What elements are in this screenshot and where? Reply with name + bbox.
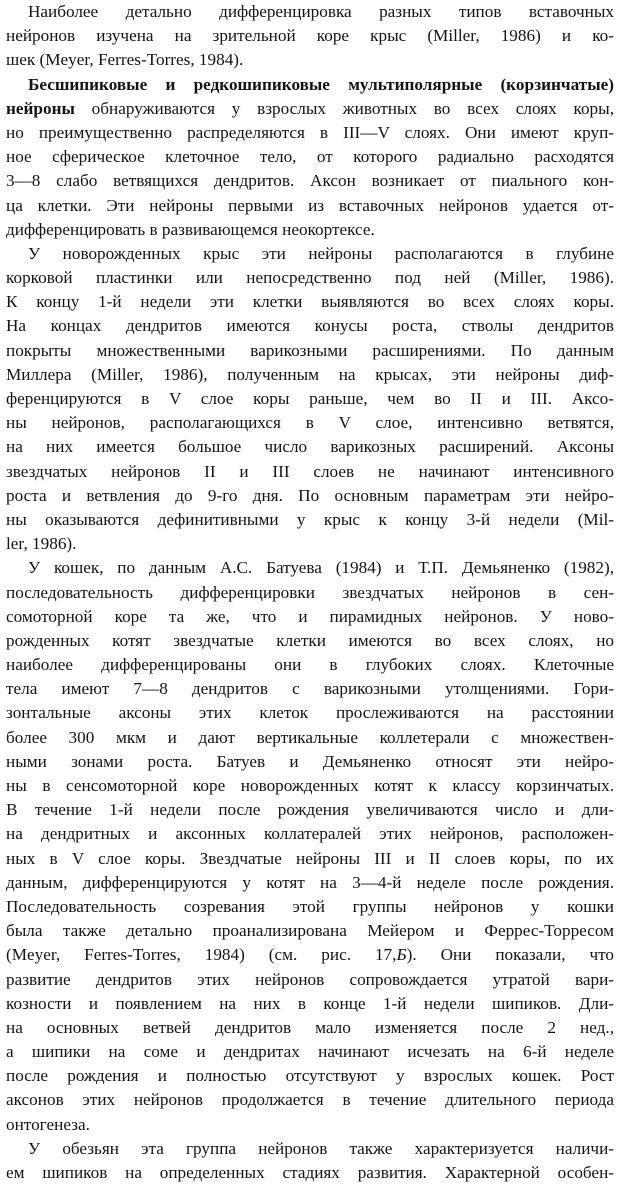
text-line: корковой пластинки или непосредственно под ней (Miller, 1986). [6, 268, 614, 288]
text-line: но преимущественно распределяются в III—V слоях. Они имеют круп- [6, 122, 614, 142]
text-line: на основных ветвей дендритов мало изменяется после 2 нед., [6, 1017, 614, 1037]
text-line: после рождения и полностью отсутствуют у взрослых кошек. Рост [6, 1066, 614, 1086]
text-line: аксонов этих нейронов продолжается в течение длительного периода [6, 1090, 614, 1110]
text-line: наиболее дифференцированы они в глубоких слоях. Клеточные [6, 655, 614, 675]
text-line: ференцируются в V слое коры раньше, чем во II и III. Аксо- [6, 389, 614, 408]
document-page [6, 0, 614, 1182]
text-line: более 300 мкм и дают вертикальные коллетерали с множествен- [6, 727, 614, 747]
paragraph-1 [6, 0, 614, 73]
text-line: была также детально проанализирована Мейером и Феррес-Торресом [6, 921, 614, 941]
text-line: У кошек, по данным А.С. Батуева (1984) и Т.П. Демьяненко (1982), [28, 558, 614, 578]
text-line: Наиболее детально дифференцировка разных типов вставочных [28, 2, 614, 21]
text-run: обнаруживаются у взрослых животных во всех слоях коры, [74, 98, 614, 118]
text-line: развитие дендритов этих нейронов сопровождается утратой вари- [6, 969, 614, 989]
text-run: (Meyer, Ferres-Torres, 1984) (см. рис. 17, [6, 945, 397, 965]
text-line: Миллера (Miller, 1986), полученным на крысах, эти нейроны диф- [6, 364, 614, 384]
text-line: У обезьян эта группа нейронов также характеризуется наличи- [28, 1138, 614, 1158]
text-line: данным, дифференцируются у котят на 3—4-й неделе после рождения. [6, 872, 614, 892]
text-line: ца клетки. Эти нейроны первыми из вставочных нейронов удается от- [6, 195, 614, 215]
text-line [6, 943, 614, 967]
figure-reference: Б [396, 945, 407, 965]
text-line: сомоторной коре та же, что и пирамидных нейронов. У ново- [6, 606, 614, 626]
text-line: На концах дендритов имеются конусы роста, стволы дендритов [6, 316, 614, 336]
paragraph-5 [6, 1137, 614, 1185]
text-line: зонтальные аксоны этих клеток прослеживаются на расстоянии [6, 703, 614, 723]
section-heading: Бесшипиковые и редкошипиковые мультиполярные (корзинчатые) [28, 74, 614, 94]
text-line: а шипики на соме и дендритах начинают исчезать на 6-й неделе [6, 1042, 614, 1062]
text-line: ны нейронов, располагающихся в V слое, интенсивно ветвятся, [6, 413, 614, 433]
text-line: звездчатых нейронов II и III слоев не начинают интенсивного [6, 461, 614, 481]
text-line: ны оказываются дефинитивными у крыс к концу 3-й недели (Mil- [6, 509, 614, 529]
text-line: Последовательность созревания этой группы нейронов у кошки [6, 896, 614, 916]
paragraph-4 [6, 556, 614, 1137]
text-line: козности и появлением на них в конце 1-й недели шипиков. Дли- [6, 993, 614, 1013]
text-line: У новорожденных крыс эти нейроны располагаются в глубине [28, 243, 614, 263]
text-line: К концу 1-й недели эти клетки выявляются во всех слоях коры. [6, 292, 614, 312]
text-line: ler, 1986). [6, 534, 77, 554]
text-line: на дендритных и аксонных коллатералей этих нейронов, расположен- [6, 824, 614, 844]
text-line: ем шипиков на определенных стадиях развития. Характерной особен- [6, 1163, 614, 1182]
text-line: на них имеется большое число варикозных расширений. Аксоны [6, 437, 614, 457]
text-line: ных в V слое коры. Звездчатые нейроны III и II слоев коры, по их [6, 848, 614, 868]
text-line: шек (Meyer, Ferres-Torres, 1984). [6, 50, 244, 70]
text-line: тела имеют 7—8 дендритов с варикозными утолщениями. Гори- [6, 679, 614, 699]
text-line [6, 97, 614, 121]
text-line: последовательность дифференцировки звездчатых нейронов в сен- [6, 582, 614, 602]
section-heading-continuation: нейроны [6, 98, 75, 118]
text-line: 3—8 слабо ветвящихся дендритов. Аксон возникает от пиального кон- [6, 171, 614, 191]
text-line: роста и ветвления до 9-го дня. По основным параметрам эти нейро- [6, 485, 614, 505]
text-line: нейронов изучена на зрительной коре крыс (Miller, 1986) и ко- [6, 26, 614, 46]
text-line: дифференцировать в развивающемся неокортексе. [6, 219, 375, 239]
text-line: онтогенеза. [6, 1114, 90, 1134]
text-line: В течение 1-й недели после рождения увеличиваются число и дли- [6, 800, 614, 820]
paragraph-3 [6, 242, 614, 556]
text-line: покрыты множественными варикозными расширениями. По данным [6, 340, 614, 360]
text-line: ны в сенсомоторной коре новорожденных котят к классу корзинчатых. [6, 776, 614, 795]
text-line: ными зонами роста. Батуев и Демьяненко относят эти нейро- [6, 751, 614, 771]
text-line: рожденных котят звездчатые клетки имеются во всех слоях, но [6, 630, 614, 650]
text-run: ). Они показали, что [406, 945, 614, 965]
paragraph-2 [6, 73, 614, 242]
text-line: ное сферическое клеточное тело, от которого радиально расходятся [6, 147, 614, 167]
